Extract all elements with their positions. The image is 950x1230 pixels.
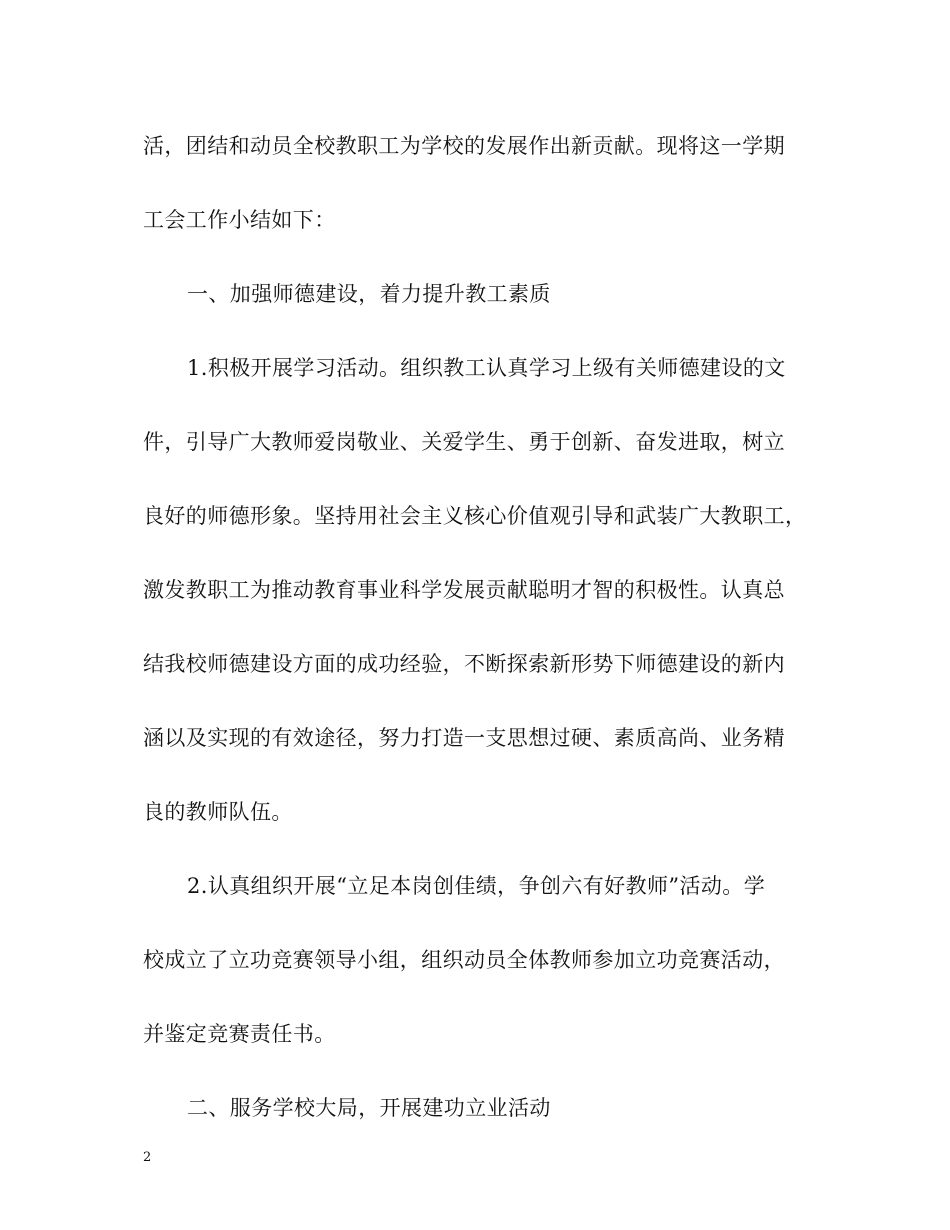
paragraph-line: 2.认真组织开展“立足本岗创佳绩，争创六有好教师”活动。学 <box>187 874 766 898</box>
paragraph-line: 并鉴定竞赛责任书。 <box>143 1022 336 1046</box>
paragraph-line: 良的教师队伍。 <box>143 800 293 824</box>
paragraph-line: 活，团结和动员全校教职工为学校的发展作出新贡献。现将这一学期 <box>143 134 785 158</box>
section-heading: 二、服务学校大局，开展建功立业活动 <box>187 1096 551 1120</box>
paragraph-line: 结我校师德建设方面的成功经验，不断探索新形势下师德建设的新内 <box>143 652 785 676</box>
paragraph-line: 激发教职工为推动教育事业科学发展贡献聪明才智的积极性。认真总 <box>143 578 785 602</box>
paragraph-line: 涵以及实现的有效途径，努力打造一支思想过硬、素质高尚、业务精 <box>143 726 785 750</box>
paragraph-line: 工会工作小结如下： <box>143 208 336 232</box>
page-number: 2 <box>143 1150 152 1165</box>
paragraph-line: 件，引导广大教师爱岗敬业、关爱学生、勇于创新、奋发进取，树立 <box>143 430 785 454</box>
paragraph-line: 校成立了立功竞赛领导小组，组织动员全体教师参加立功竞赛活动， <box>143 948 785 972</box>
section-heading: 一、加强师德建设，着力提升教工素质 <box>187 282 551 306</box>
paragraph-line: 良好的师德形象。坚持用社会主义核心价值观引导和武装广大教职工， <box>143 504 807 528</box>
paragraph-line: 1.积极开展学习活动。组织教工认真学习上级有关师德建设的文 <box>187 356 786 380</box>
